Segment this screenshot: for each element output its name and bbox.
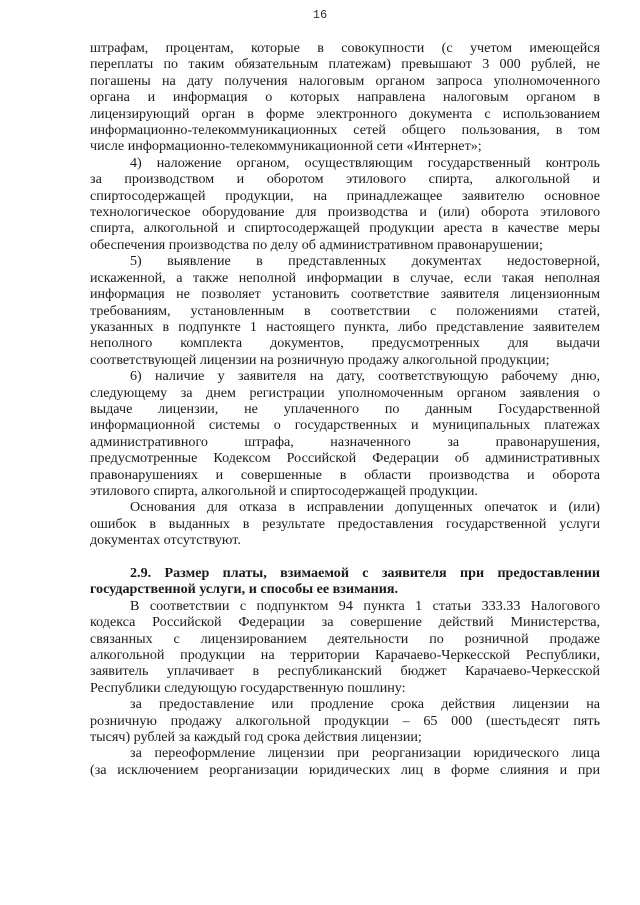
page-number: 16 <box>312 8 328 22</box>
text-line: ошибок в выданных в результате предоставления государственной услуги <box>90 515 600 532</box>
text-line: Основания для отказа в исправлении допущенных опечаток и (или) <box>130 499 600 516</box>
text-line: обеспечения производства по делу об административном правонарушении; <box>90 236 543 253</box>
text-line: административного штрафа, назначенного за правонарушения, <box>90 433 600 450</box>
text-line: технологическое оборудование для производства и (или) оборота этилового <box>90 204 600 221</box>
text-line: алкогольной продукции на территории Карачаево-Черкесской Республики, <box>90 647 600 664</box>
text-line: тысяч) рублей за каждый год срока действия лицензии; <box>90 729 422 746</box>
paragraph-gap <box>90 549 600 565</box>
text-line: органа и информация о которых направлена налоговым органом в <box>90 89 600 106</box>
text-line: выдаче лицензии, не уплаченного по данным Государственной <box>90 400 600 417</box>
text-line: заявитель уплачивает в республиканский бюджет Карачаево-Черкесской <box>90 663 600 680</box>
document-body <box>90 40 600 778</box>
text-line: 4) наложение органом, осуществляющим государственный контроль <box>130 154 600 171</box>
text-line: переплаты по таким обязательным платежам) превышают 3 000 рублей, не <box>90 56 600 73</box>
text-line: следующему за днем регистрации уполномоченным органом заявления о <box>90 384 600 401</box>
text-line: штрафам, процентам, которые в совокупности (с учетом имеющейся <box>90 40 600 56</box>
text-line: спиртосодержащей продукции, на принадлежащее заявителю основное <box>90 187 600 204</box>
text-line: информационной системы о государственных и муниципальных платежах <box>90 417 600 434</box>
text-line: неполного комплекта документов, предусмотренных для выдачи <box>90 335 600 352</box>
text-line: В соответствии с подпунктом 94 пункта 1 статьи 333.33 Налогового <box>130 597 600 614</box>
text-line: числе информационно-телекоммуникационной сети «Интернет»; <box>90 138 482 155</box>
text-line: информация не позволяет установить соответствие заявителя лицензионным <box>90 286 600 303</box>
section-heading-line: государственной услуги, и способы ее взимания. <box>90 581 399 598</box>
text-line: Республики следующую государственную пошлину: <box>90 679 406 696</box>
text-line: соответствующей лицензии на розничную продажу алкогольной продукции; <box>90 351 550 368</box>
text-line: этилового спирта, алкогольной и спиртосодержащей продукции. <box>90 482 478 499</box>
text-line: за переоформление лицензии при реорганизации юридического лица <box>130 745 600 762</box>
text-line: за предоставление или продление срока действия лицензии на <box>130 696 600 713</box>
text-line: документах отсутствуют. <box>90 532 241 549</box>
text-line: за производством и оборотом этилового спирта, алкогольной и <box>90 171 600 188</box>
text-line: (за исключением реорганизации юридических лиц в форме слияния и при <box>90 761 600 778</box>
section-heading-line: 2.9. Размер платы, взимаемой с заявителя при предоставлении <box>130 564 600 581</box>
text-line: указанных в подпункте 1 настоящего пункта, либо представление заявителем <box>90 318 600 335</box>
text-line: розничную продажу алкогольной продукции – 65 000 (шестьдесят пять <box>90 712 600 729</box>
text-line: требованиям, установленным в соответствии с положениями статей, <box>90 302 600 319</box>
text-line: погашены на дату получения налоговым органом запроса уполномоченного <box>90 72 600 89</box>
text-line: правонарушениях и совершенные в области производства и оборота <box>90 466 600 483</box>
text-line: предусмотренные Кодексом Российской Федерации об административных <box>90 450 600 467</box>
text-line: связанных с лицензированием деятельности по розничной продаже <box>90 630 600 647</box>
text-line: спирта, алкогольной и спиртосодержащей продукции ареста в качестве меры <box>90 220 600 237</box>
text-line: лицензирующий орган в форме электронного документа с использованием <box>90 105 600 122</box>
text-line: 5) выявление в представленных документах недостоверной, <box>130 253 600 270</box>
text-line: искаженной, а также неполной информации в случае, если такая неполная <box>90 269 600 286</box>
text-line: информационно-телекоммуникационных сетей общего пользования, в том <box>90 122 600 139</box>
text-line: кодекса Российской Федерации за совершение действий Министерства, <box>90 614 600 631</box>
text-line: 6) наличие у заявителя на дату, соответствующую рабочему дню, <box>130 368 600 385</box>
